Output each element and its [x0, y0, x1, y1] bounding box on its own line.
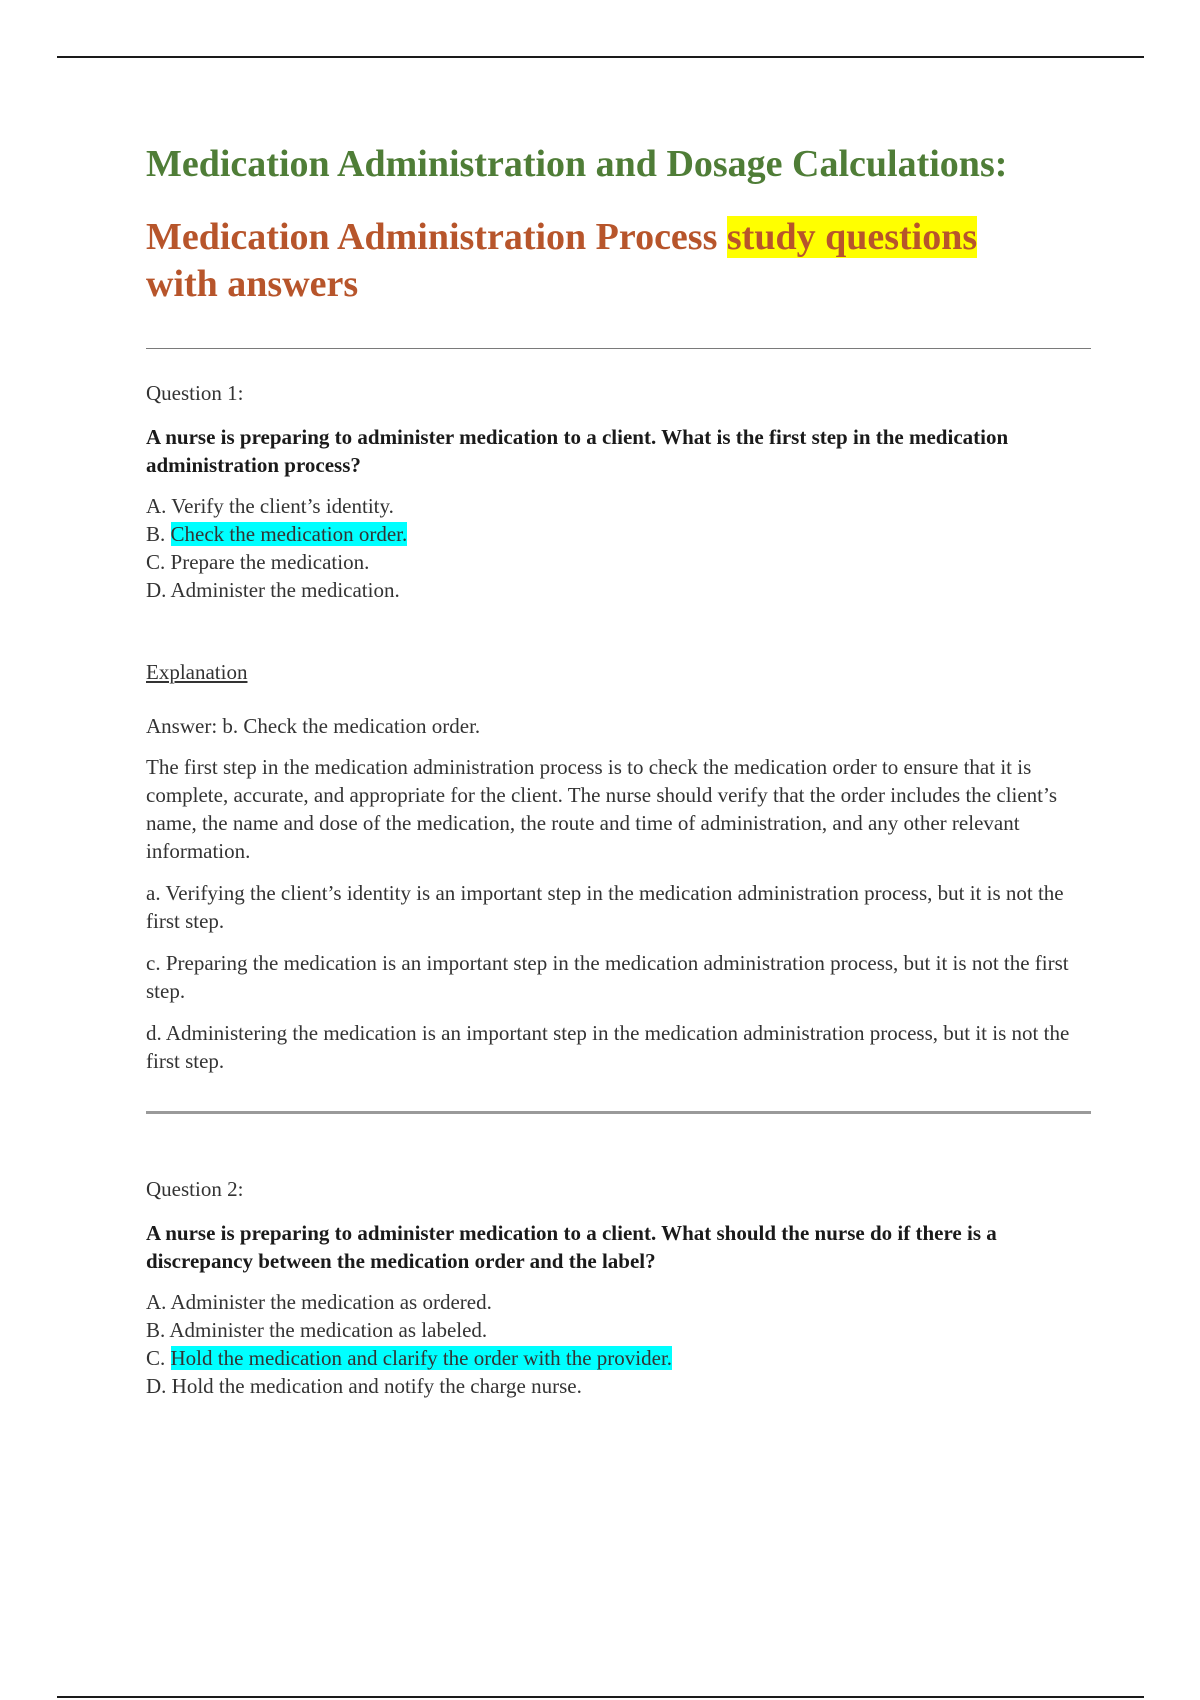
option-b	[146, 520, 1091, 548]
option-prefix: C.	[146, 1345, 171, 1370]
option-b	[146, 1316, 1091, 1344]
option-d	[146, 576, 1091, 604]
rationale-option-a: a. Verifying the client’s identity is an important step in the medication administration process, but it is not the first step.	[146, 880, 1064, 933]
question-text: A nurse is preparing to administer medication to a client. What is the first step in the medication administration process?	[146, 424, 1009, 477]
option-text: Verify the client’s identity.	[171, 493, 394, 518]
top-page-rule	[57, 56, 1144, 58]
option-prefix: B.	[146, 521, 171, 546]
option-text: Administer the medication.	[170, 577, 400, 602]
option-prefix: D.	[146, 1373, 172, 1398]
option-text-correct: Check the medication order.	[170, 521, 408, 546]
option-a	[146, 492, 1091, 520]
title-divider	[146, 348, 1091, 349]
rationale-option-c: c. Preparing the medication is an important step in the medication administration process, but it is not the first step.	[146, 950, 1069, 1003]
option-text: Hold the medication and notify the charge nurse.	[171, 1373, 582, 1398]
document-title: Medication Administration and Dosage Calculations:	[146, 143, 1008, 185]
question-2	[146, 1177, 1091, 1400]
subtitle-end: with answers	[146, 262, 359, 305]
subtitle-highlight: study questions	[726, 215, 978, 258]
document-page	[146, 142, 1091, 1400]
option-text-correct: Hold the medication and clarify the order with the provider.	[170, 1345, 673, 1370]
explanation-heading: Explanation	[146, 659, 248, 684]
answer-options	[146, 1288, 1091, 1400]
answer-options	[146, 492, 1091, 604]
option-prefix: B.	[146, 1317, 170, 1342]
answer-line: Answer: b. Check the medication order.	[146, 713, 481, 738]
explanation-paragraph: The first step in the medication administration process is to check the medication order to ensure that it is complete, accurate, and appropriate for the client. The nurse should verify that the order includes the client’s name, the name and dose of the medication, the route and time of administration, and any other relevant information.	[146, 754, 1058, 863]
question-label: Question 2:	[146, 1176, 244, 1201]
question-divider	[146, 1111, 1091, 1114]
rationale-option-d: d. Administering the medication is an important step in the medication administration process, but it is not the first step.	[146, 1020, 1070, 1073]
option-prefix: D.	[146, 577, 171, 602]
option-text: Prepare the medication.	[170, 549, 370, 574]
bottom-page-rule	[57, 1696, 1144, 1698]
option-text: Administer the medication as ordered.	[170, 1289, 492, 1314]
question-text: A nurse is preparing to administer medication to a client. What should the nurse do if there is a discrepancy between the medication order and the label?	[146, 1220, 997, 1273]
option-a	[146, 1288, 1091, 1316]
question-label: Question 1:	[146, 380, 244, 405]
question-1	[146, 381, 1091, 1075]
option-d	[146, 1372, 1091, 1400]
option-c	[146, 548, 1091, 576]
option-prefix: A.	[146, 493, 172, 518]
subtitle-main: Medication Administration Process	[146, 215, 727, 258]
option-c	[146, 1344, 1091, 1372]
option-prefix: A.	[146, 1289, 171, 1314]
option-text: Administer the medication as labeled.	[169, 1317, 488, 1342]
option-prefix: C.	[146, 549, 171, 574]
document-subtitle	[146, 214, 1091, 308]
